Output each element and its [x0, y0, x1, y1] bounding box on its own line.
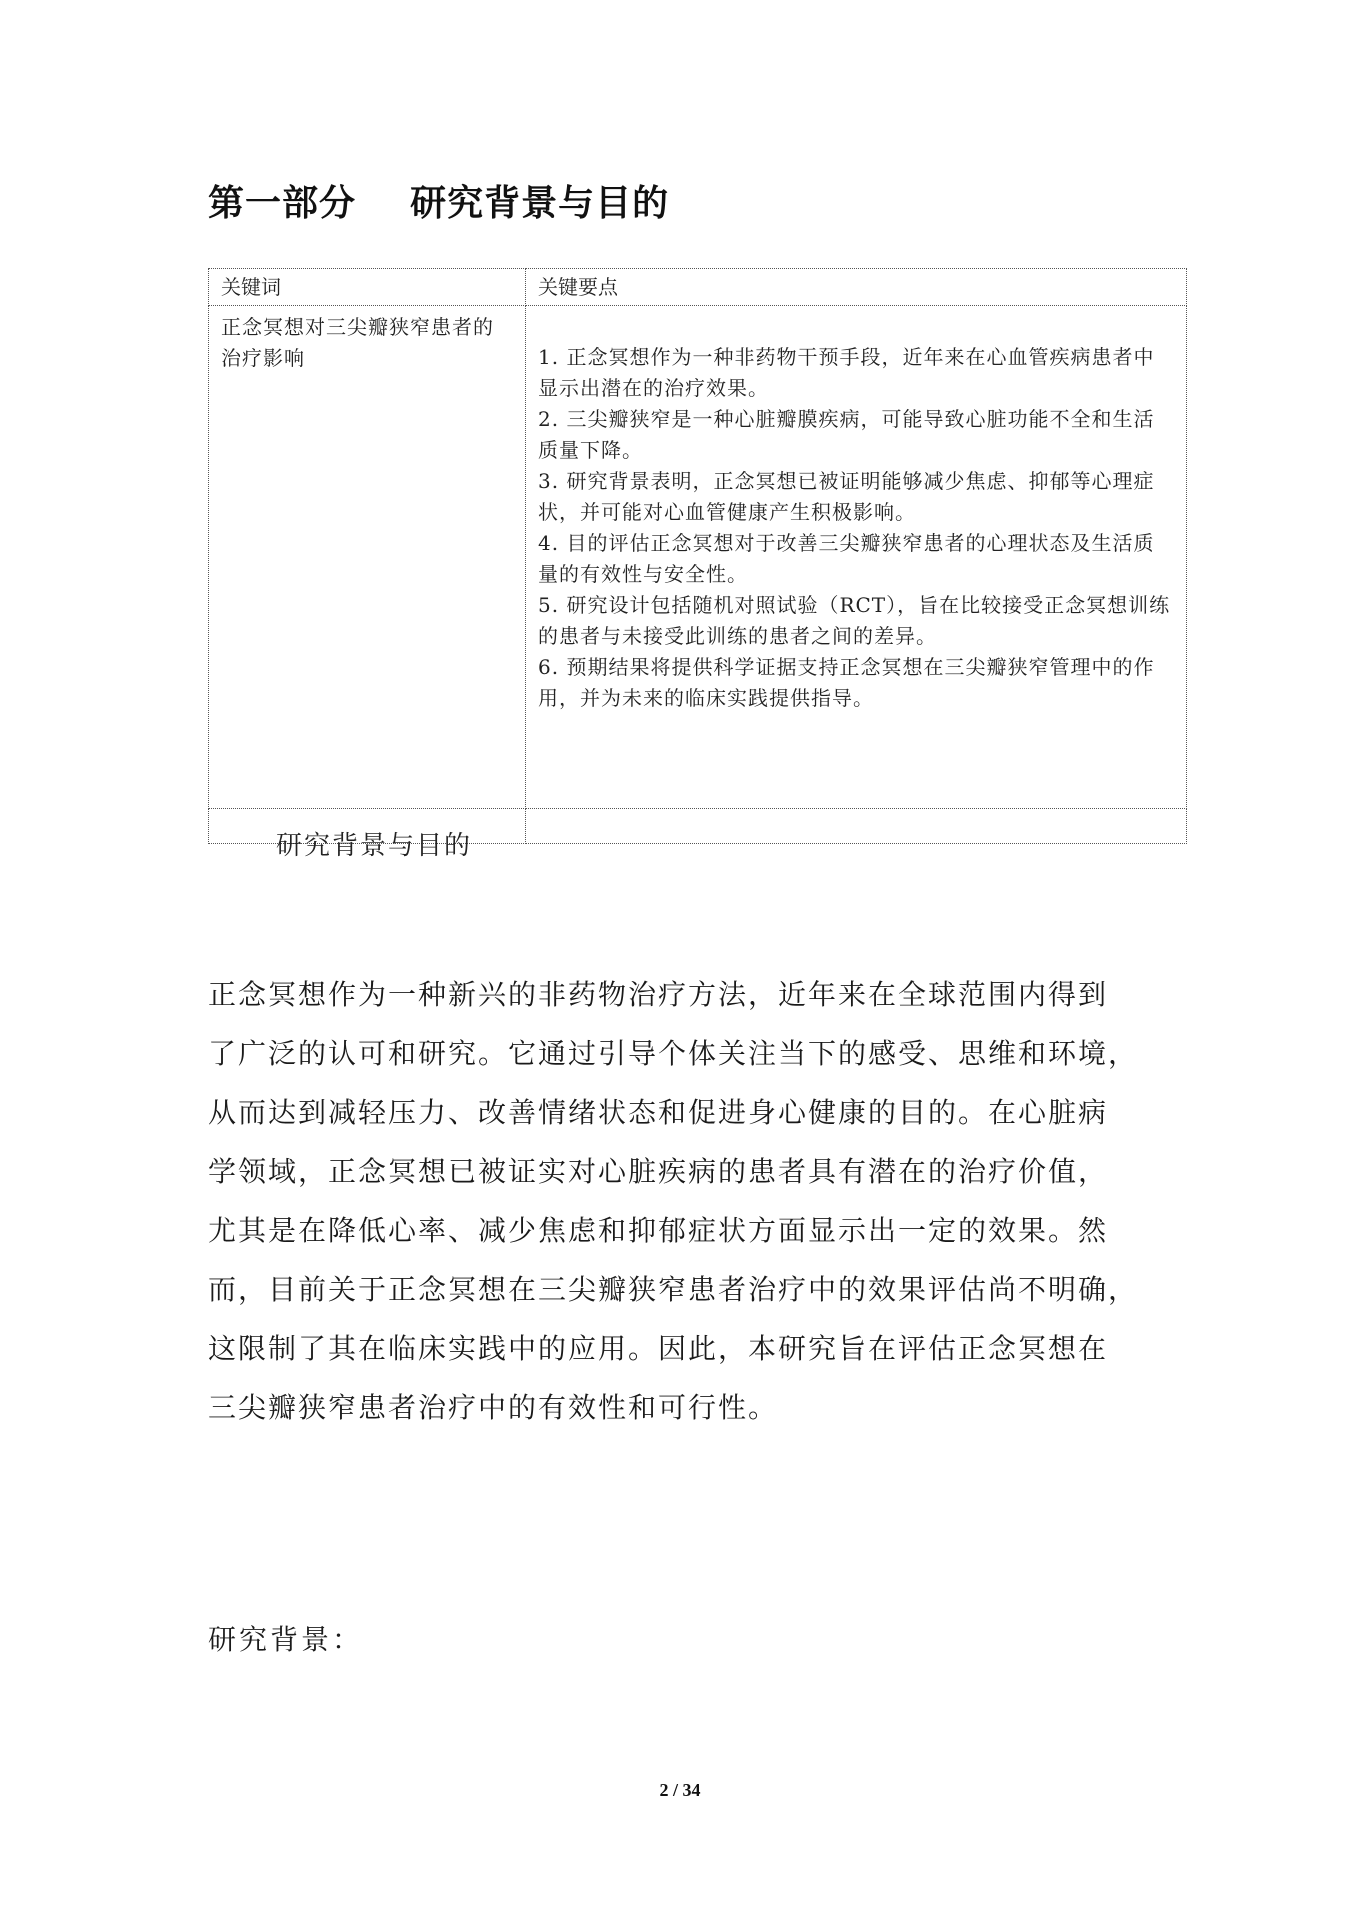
- key-point: 2. 三尖瓣狭窄是一种心脏瓣膜疾病，可能导致心脏功能不全和生活质量下降。: [538, 407, 1155, 462]
- subtitle: 研究背景与目的: [276, 831, 473, 861]
- table-header-key-points: 关键要点: [526, 269, 1187, 306]
- paragraph-line: 正念冥想作为一种新兴的非药物治疗方法，近年来在全球范围内得到: [208, 978, 1109, 1011]
- table-header-keyword: 关键词: [209, 269, 526, 306]
- paragraph-line: 从而达到减轻压力、改善情绪状态和促进身心健康的目的。在心脏病: [208, 1096, 1109, 1129]
- page-number: 2 / 34: [659, 1780, 701, 1800]
- key-points-cell: [526, 306, 1187, 809]
- paragraph-line: 尤其是在降低心率、减少焦虑和抑郁症状方面显示出一定的效果。然: [208, 1214, 1109, 1247]
- empty-cell: [526, 809, 1187, 844]
- table-row: [209, 306, 1187, 809]
- key-point: 3. 研究背景表明，正念冥想已被证明能够减少焦虑、抑郁等心理症状，并可能对心血管健康产生积极影响。: [538, 469, 1155, 524]
- paragraph-line: 三尖瓣狭窄患者治疗中的有效性和可行性。: [208, 1391, 779, 1424]
- key-point: 6. 预期结果将提供科学证据支持正念冥想在三尖瓣狭窄管理中的作用，并为未来的临床实践提供指导。: [538, 655, 1155, 710]
- table-header-row: [209, 269, 1187, 306]
- keyword-table: [208, 268, 1187, 844]
- key-point: 1. 正念冥想作为一种非药物干预手段，近年来在心血管疾病患者中显示出潜在的治疗效果。: [538, 345, 1155, 400]
- paragraph-line: 而，目前关于正念冥想在三尖瓣狭窄患者治疗中的效果评估尚不明确，: [208, 1273, 1139, 1306]
- key-point: 4. 目的评估正念冥想对于改善三尖瓣狭窄患者的心理状态及生活质量的有效性与安全性。: [538, 531, 1155, 586]
- key-point: 5. 研究设计包括随机对照试验（RCT），旨在比较接受正念冥想训练的患者与未接受此训练的患者之间的差异。: [538, 593, 1171, 648]
- body-paragraph: [208, 965, 1160, 1437]
- paragraph-line: 学领域，正念冥想已被证实对心脏疾病的患者具有潜在的治疗价值，: [208, 1155, 1109, 1188]
- paragraph-line: 这限制了其在临床实践中的应用。因此，本研究旨在评估正念冥想在: [208, 1332, 1109, 1365]
- section-label: 研究背景：: [208, 1623, 364, 1656]
- keyword-cell: 正念冥想对三尖瓣狭窄患者的治疗影响: [209, 306, 526, 809]
- section-title: 第一部分 研究背景与目的: [208, 182, 670, 224]
- paragraph-line: 了广泛的认可和研究。它通过引导个体关注当下的感受、思维和环境，: [208, 1037, 1139, 1070]
